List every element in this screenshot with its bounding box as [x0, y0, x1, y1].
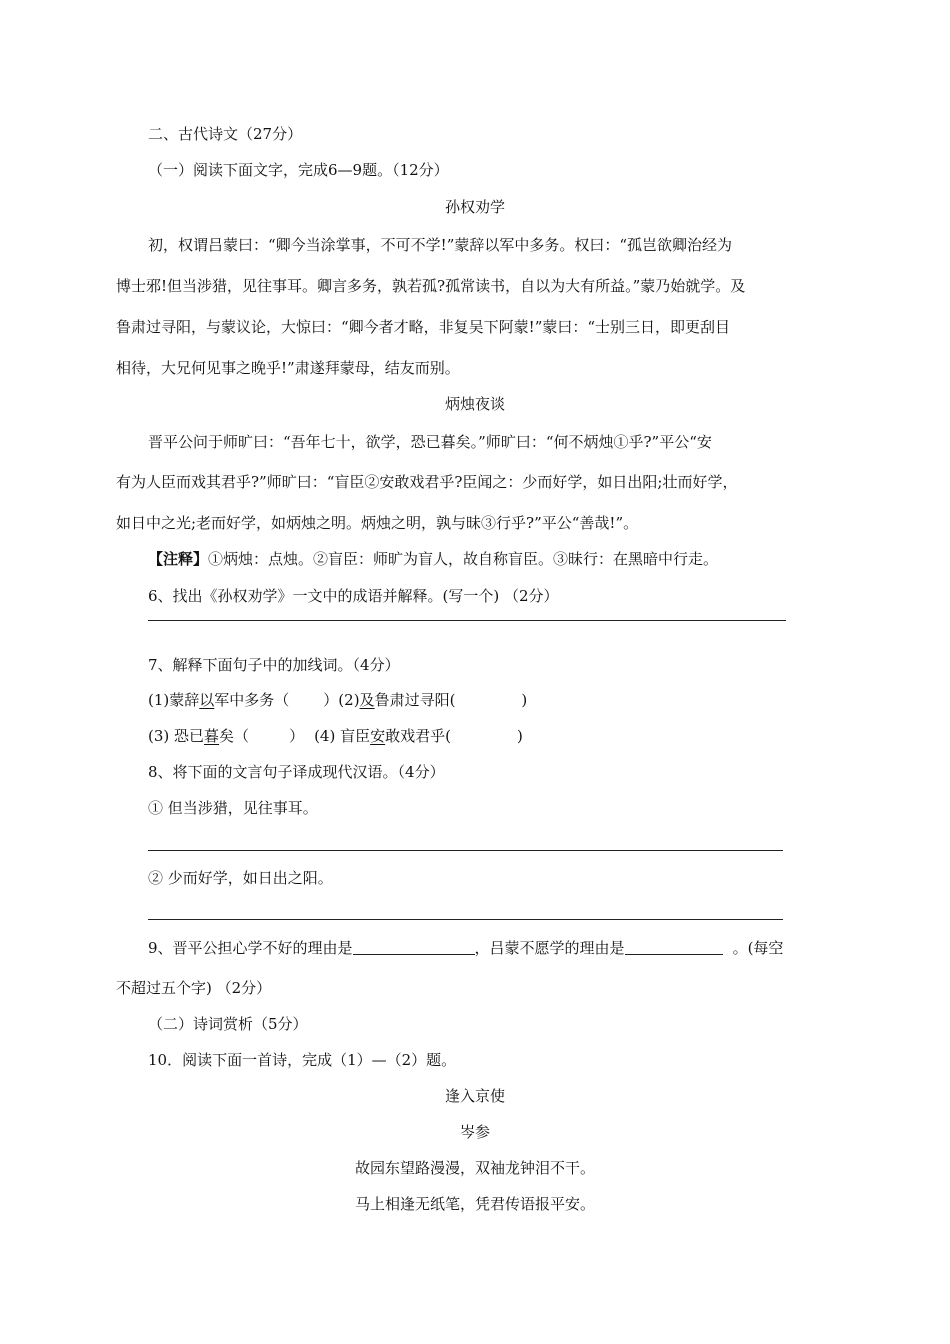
text1-title: 孙权劝学: [444, 198, 505, 216]
text1-line: 相待，大兄何见事之晚乎!”肃遂拜蒙母，结友而别。: [116, 359, 460, 377]
question-8-sentence1: ① 但当涉猎，见往事耳。: [148, 799, 318, 817]
question-7-prompt: 7、解释下面句子中的加线词。（4分）: [148, 656, 400, 674]
question-8-sentence2: ② 少而好学，如日出之阳。: [148, 869, 333, 887]
text2-line: 晋平公问于师旷曰：“吾年七十，欲学，恐已暮矣。”师旷曰：“何不炳烛①乎?”平公“安: [148, 433, 712, 451]
question-9-line1: 9、晋平公担心学不好的理由是 ，吕蒙不愿学的理由是 。(每空: [148, 939, 784, 957]
answer-line-q8-1[interactable]: [148, 850, 783, 851]
answer-line-q6[interactable]: [148, 620, 786, 621]
poem-line: 故园东望路漫漫，双袖龙钟泪不干。: [354, 1159, 595, 1177]
text1-line: 博士邪!但当涉猎，见往事耳。卿言多务，孰若孤?孤常读书，自以为大有所益。”蒙乃始就学。及: [116, 277, 746, 295]
answer-blank[interactable]: [353, 940, 475, 955]
question-6: 6、找出《孙权劝学》一文中的成语并解释。(写一个) （2分）: [148, 587, 559, 605]
annotation-text: ①炳烛：点烛。②盲臣：师旷为盲人，故自称盲臣。③昧行：在黑暗中行走。: [208, 550, 719, 568]
underlined-word: 暮: [204, 727, 220, 745]
annotation: [148, 549, 718, 569]
answer-line-q8-2[interactable]: [148, 919, 783, 920]
answer-blank[interactable]: [625, 940, 723, 955]
text2-line: 如日中之光;老而好学，如炳烛之明。炳烛之明，孰与昧③行乎?”平公“善哉!”。: [116, 514, 639, 532]
underlined-word: 安: [370, 727, 386, 745]
question-7-row1: (1)蒙辞以军中多务（ ）(2)及鲁肃过寻阳( ): [148, 691, 528, 709]
section-title: 二、古代诗文（27分）: [148, 125, 303, 143]
question-8-prompt: 8、将下面的文言句子译成现代汉语。（4分）: [148, 763, 445, 781]
part2-heading: （二）诗词赏析（5分）: [148, 1015, 308, 1033]
text2-line: 有为人臣而戏其君乎?”师旷曰：“盲臣②安敢戏君乎?臣闻之：少而好学，如日出阳;壮而好学，: [116, 473, 738, 491]
text1-line: 初，权谓吕蒙曰：“卿今当涂掌事，不可不学!”蒙辞以军中多务。权曰：“孤岂欲卿治经为: [148, 236, 733, 254]
question-9-line2: 不超过五个字) （2分）: [116, 979, 272, 997]
part1-heading: （一）阅读下面文字，完成6—9题。（12分）: [148, 161, 449, 179]
annotation-label: 【注释】: [148, 550, 209, 568]
underlined-word: 及: [359, 691, 375, 709]
text1-line: 鲁肃过寻阳，与蒙议论，大惊曰：“卿今者才略，非复吴下阿蒙!”蒙曰：“士别三日，即更刮目: [116, 318, 731, 336]
poem-line: 马上相逢无纸笔，凭君传语报平安。: [354, 1195, 595, 1213]
text2-title: 炳烛夜谈: [444, 395, 505, 413]
question-7-row2: (3) 恐已暮矣（ ） (4) 盲臣安敢戏君乎( ): [148, 727, 523, 745]
underlined-word: 以: [199, 691, 215, 709]
poem-title: 逢入京使: [444, 1087, 505, 1105]
question-10: 10．阅读下面一首诗，完成（1）—（2）题。: [148, 1051, 457, 1069]
poem-author: 岑参: [459, 1123, 490, 1141]
